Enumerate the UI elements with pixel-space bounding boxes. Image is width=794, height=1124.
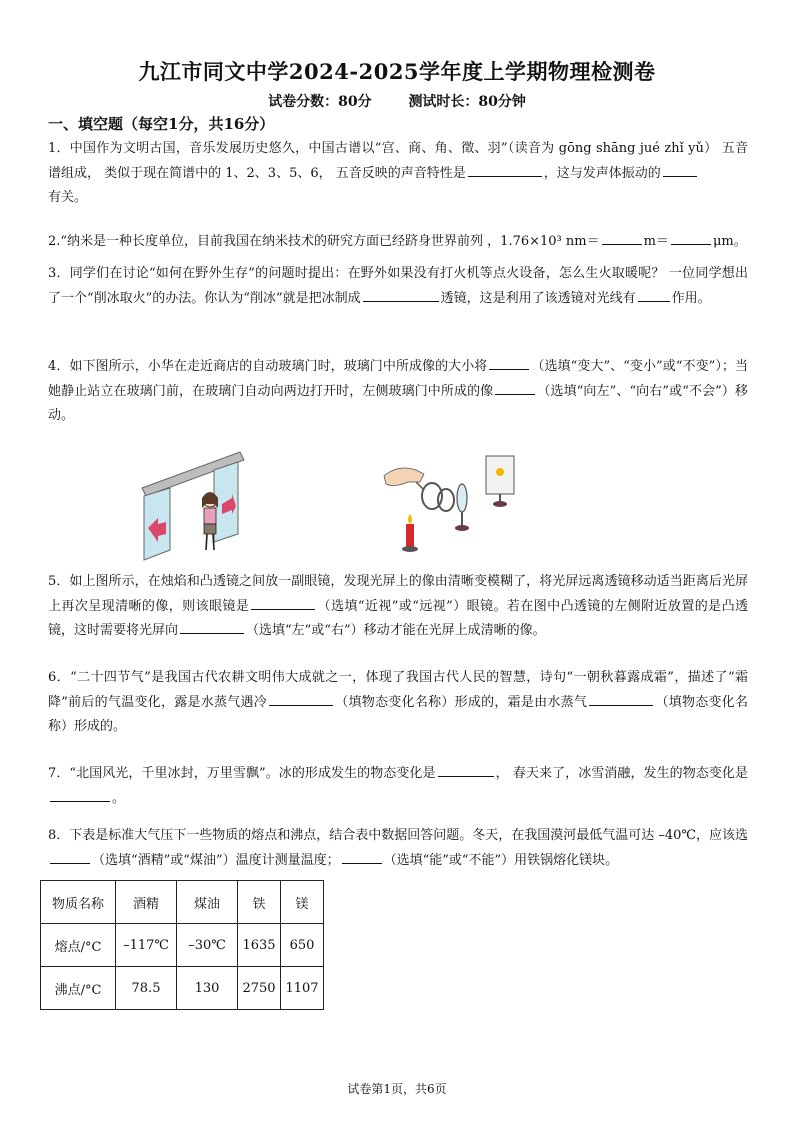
melting-boiling-table — [40, 880, 324, 1010]
answer-blank[interactable] — [495, 380, 535, 395]
glass-door-figure — [140, 448, 250, 566]
exam-duration: 测试时长：80分钟 — [408, 94, 526, 110]
table-cell: 熔点/°C — [41, 924, 116, 967]
table-header-cell: 镁 — [281, 881, 324, 924]
table-cell: 130 — [177, 967, 238, 1010]
table-cell: –30℃ — [177, 924, 238, 967]
table-cell: 78.5 — [116, 967, 177, 1010]
page-title: 九江市同文中学2024-2025学年度上学期物理检测卷 — [138, 59, 656, 84]
candle-icon — [402, 514, 418, 552]
exam-score: 试卷分数：80分 — [268, 94, 372, 110]
table-cell: 1635 — [238, 924, 281, 967]
table-cell: 2750 — [238, 967, 281, 1010]
question-8: 8．下表是标准大气压下一些物质的熔点和沸点，结合表中数据回答问题。冬天，在我国漠河最低气温可达 –40℃，应该选（选填“酒精”或“煤油”）温度计测量温度； （选填“能”或“不能”）用铁锅熔化镁块。 — [48, 828, 748, 868]
answer-blank[interactable] — [269, 691, 333, 706]
question-4: 4．如下图所示，小华在走近商店的自动玻璃门时，玻璃门中所成像的大小将 （选填“变大”、“变小”或“不变”）；当她静止站立在玻璃门前，在玻璃门自动向两边打开时，左侧玻璃门中所成的像 （选填“向左”、“向右”或“不会”）移动。 — [48, 355, 748, 429]
table-row — [41, 924, 324, 967]
table-header-cell: 物质名称 — [41, 881, 116, 924]
answer-blank[interactable] — [589, 691, 653, 706]
answer-blank[interactable] — [602, 230, 642, 245]
table-header-cell: 铁 — [238, 881, 281, 924]
answer-blank[interactable] — [663, 162, 697, 177]
answer-blank[interactable] — [638, 287, 670, 302]
table-cell: 650 — [281, 924, 324, 967]
table-header-row — [41, 881, 324, 924]
lens-experiment-figure — [380, 452, 520, 562]
answer-blank[interactable] — [489, 355, 529, 370]
glasses-icon — [416, 482, 454, 511]
table-header-cell: 煤油 — [177, 881, 238, 924]
question-2: 2.“纳米是一种长度单位，目前我国在纳米技术的研究方面已经跻身世界前列 ，1.76×10³ nm＝ m＝ μm。 — [48, 230, 758, 255]
answer-blank[interactable] — [50, 849, 90, 864]
table-header-cell: 酒精 — [116, 881, 177, 924]
table-cell: –117℃ — [116, 924, 177, 967]
section-heading: 一、填空题（每空1分，共16分） — [48, 115, 275, 133]
table-row — [41, 967, 324, 1010]
question-1: 1．中国作为文明古国，音乐发展历史悠久，中国古谱以“宫、商、角、徵、羽”（读音为 gōng shāng jué zhǐ yǔ） 五音谱组成， 类似于现在简谱中的 1、2、3、5、6， 五音反映的声音特性是 ，这与发声体振动的 有关。 — [48, 141, 748, 205]
answer-blank[interactable] — [468, 162, 542, 177]
question-6: 6．“二十四节气”是我国古代农耕文明伟大成就之一，体现了我国古代人民的智慧，诗句“一朝秋暮露成霜”，描述了“霜降”前后的气温变化，露是水蒸气遇冷 （填物态变化名称）形成的，霜是由水蒸气 （填物态变化名称）形成的。 — [48, 670, 748, 734]
answer-blank[interactable] — [251, 595, 315, 610]
answer-blank[interactable] — [342, 849, 382, 864]
answer-blank[interactable] — [438, 762, 494, 777]
page-footer: 试卷第1页，共6页 — [347, 1082, 447, 1096]
convex-lens-icon — [455, 484, 469, 531]
question-3: 3．同学们在讨论“如何在野外生存”的问题时提出：在野外如果没有打火机等点火设备，怎么生火取暖呢？ 一位同学想出了一个“削冰取火”的办法。你认为“削冰”就是把冰制成 透镜，这是利用了该透镜对光线有 作用。 — [48, 266, 748, 306]
table-cell: 沸点/°C — [41, 967, 116, 1010]
answer-blank[interactable] — [363, 287, 439, 302]
light-screen-icon — [486, 456, 514, 507]
question-7: 7．“北国风光，千里冰封，万里雪飘”。冰的形成发生的物态变化是 ， 春天来了，冰雪消融，发生的物态变化是。 — [48, 762, 748, 811]
question-5: 5．如上图所示，在烛焰和凸透镜之间放一副眼镜，发现光屏上的像由清晰变模糊了，将光屏远离透镜移动适当距离后光屏上再次呈现清晰的像，则该眼镜是 （选填“近视”或“远视”）眼镜。若在图中凸透镜的左侧附近放置的是凸透镜，这时需要将光屏向 （选填“左”或“右”）移动才能在光屏上成清晰的像。 — [48, 574, 748, 638]
table-cell: 1107 — [281, 967, 324, 1010]
answer-blank[interactable] — [50, 787, 110, 802]
exam-info — [0, 91, 794, 111]
answer-blank[interactable] — [671, 230, 711, 245]
answer-blank[interactable] — [180, 619, 244, 634]
